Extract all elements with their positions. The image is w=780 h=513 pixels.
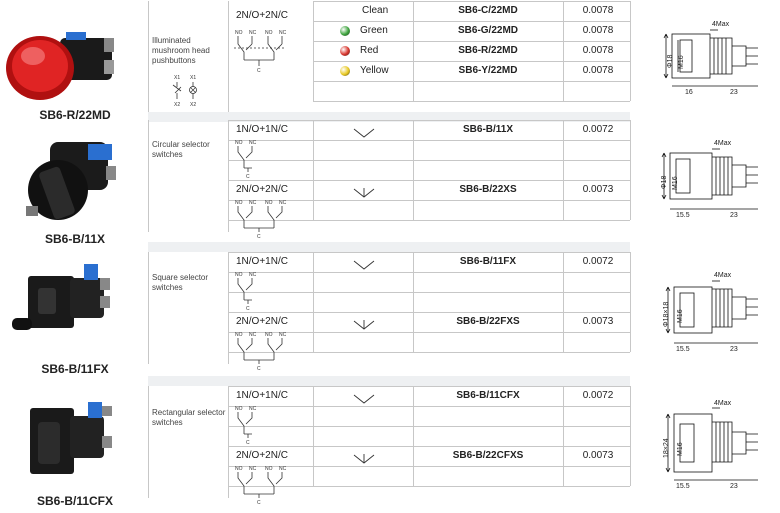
- col-divider: [563, 252, 564, 352]
- dimension-drawing-square: [640, 265, 775, 360]
- col-divider: [563, 386, 564, 486]
- row-divider: [228, 426, 630, 427]
- row-divider: [228, 272, 630, 273]
- row-divider: [228, 406, 630, 407]
- col-divider: [313, 120, 314, 220]
- dim-v2: M16: [678, 55, 685, 69]
- color-dot: [340, 66, 350, 76]
- dimension-drawing-mushroom: [640, 10, 775, 105]
- contact-symbol-1no1nc: [232, 138, 272, 187]
- dim-v1: Φ18×18: [663, 301, 670, 327]
- lamp-label: X1: [174, 75, 181, 81]
- dim-v2: M16: [677, 309, 684, 323]
- model-code: SB6-B/11CFX: [456, 390, 520, 401]
- model-code: SB6-B/11X: [462, 124, 514, 135]
- contact-config: 2N/O+2N/C: [236, 10, 288, 21]
- dim-v1: 18×24: [663, 438, 670, 458]
- weight-value: 0.0073: [582, 184, 614, 195]
- dim-h1: 15.5: [676, 346, 690, 353]
- selector-position-3-icon: [352, 452, 376, 470]
- col-divider: [228, 386, 229, 498]
- row-divider: [228, 252, 630, 253]
- row-divider: [313, 81, 630, 82]
- svg-text:NO: NO: [265, 30, 273, 36]
- col-divider: [630, 252, 631, 352]
- dim-top: 4Max: [712, 21, 730, 28]
- dim-h1: 15.5: [676, 483, 690, 490]
- model-code: SB6-B/22FXS: [456, 316, 520, 327]
- svg-text:NO: NO: [235, 272, 243, 278]
- dim-h1: 16: [685, 89, 693, 96]
- product-image-circular: [0, 130, 150, 230]
- row-divider: [228, 386, 630, 387]
- svg-text:NO: NO: [235, 406, 243, 412]
- dim-h2: 23: [730, 483, 738, 490]
- weight-value: 0.0078: [582, 45, 614, 56]
- svg-text:NC: NC: [279, 332, 287, 338]
- col-divider: [313, 386, 314, 486]
- weight-value: 0.0078: [582, 65, 614, 76]
- svg-text:C: C: [257, 234, 261, 240]
- svg-text:C: C: [257, 68, 261, 74]
- dim-v2: M16: [677, 442, 684, 456]
- row-divider: [313, 41, 630, 42]
- model-code: SB6-B/22CFXS: [452, 450, 524, 461]
- svg-text:NC: NC: [279, 200, 287, 206]
- contact-symbol-2no2nc: [232, 464, 302, 513]
- row-divider: [228, 312, 630, 313]
- model-caption: SB6-R/22MD: [39, 108, 111, 122]
- dim-v1: Φ18: [667, 54, 674, 68]
- color-label: Red: [360, 45, 379, 56]
- row-divider: [228, 160, 630, 161]
- col-divider: [630, 120, 631, 220]
- lamp-symbol: [172, 73, 212, 118]
- col-divider: [413, 120, 414, 220]
- product-image-mushroom: [0, 8, 150, 108]
- svg-text:NC: NC: [249, 332, 257, 338]
- svg-text:NO: NO: [235, 30, 243, 36]
- svg-text:C: C: [246, 306, 250, 312]
- dim-top: 4Max: [714, 272, 732, 279]
- weight-value: 0.0072: [582, 124, 614, 135]
- product-description: Illuminated mushroom head pushbuttons: [152, 36, 210, 65]
- model-code: SB6-Y/22MD: [458, 65, 518, 76]
- color-label: Clean: [362, 5, 389, 16]
- dim-h1: 15.5: [676, 212, 690, 219]
- product-description: Square selector switches: [152, 273, 209, 292]
- row-divider: [313, 101, 630, 102]
- row-divider: [228, 446, 630, 447]
- col-divider: [313, 1, 314, 101]
- svg-text:C: C: [246, 174, 250, 180]
- row-divider: [228, 180, 630, 181]
- col-divider: [228, 120, 229, 232]
- product-image-rectangular: [0, 392, 150, 492]
- model-code: SB6-G/22MD: [457, 25, 518, 36]
- dimension-drawing-rectangular: [640, 398, 775, 498]
- selector-position-2-icon: [352, 126, 376, 144]
- col-divider: [563, 120, 564, 220]
- color-dot: [340, 26, 350, 36]
- weight-value: 0.0072: [582, 256, 614, 267]
- svg-text:C: C: [257, 500, 261, 506]
- color-label: Yellow: [360, 65, 389, 76]
- color-dot: [340, 46, 350, 56]
- selector-position-3-icon: [352, 186, 376, 204]
- svg-text:NO: NO: [235, 466, 243, 472]
- product-image-square: [0, 258, 150, 358]
- contact-config: 1N/O+1N/C: [236, 390, 288, 401]
- svg-text:NC: NC: [249, 140, 257, 146]
- contact-config: 2N/O+2N/C: [236, 184, 288, 195]
- svg-text:NO: NO: [235, 332, 243, 338]
- contact-symbol-2no2nc: [232, 330, 302, 379]
- dim-v2: M16: [672, 176, 679, 190]
- svg-text:NO: NO: [235, 140, 243, 146]
- model-caption: SB6-B/11FX: [41, 362, 109, 376]
- model-caption: SB6-B/11X: [44, 232, 106, 246]
- col-divider: [313, 252, 314, 352]
- selector-position-2-icon: [352, 258, 376, 276]
- weight-value: 0.0078: [582, 5, 614, 16]
- model-code: SB6-C/22MD: [458, 5, 518, 16]
- svg-text:NC: NC: [249, 406, 257, 412]
- svg-text:NC: NC: [249, 200, 257, 206]
- contact-config: 1N/O+1N/C: [236, 124, 288, 135]
- row-divider: [228, 292, 630, 293]
- svg-text:NO: NO: [265, 466, 273, 472]
- lamp-label: X1: [190, 75, 197, 81]
- color-label: Green: [360, 25, 388, 36]
- svg-text:NC: NC: [249, 272, 257, 278]
- lamp-label: X2: [190, 102, 197, 108]
- dim-h2: 23: [730, 89, 738, 96]
- selector-position-2-icon: [352, 392, 376, 410]
- contact-symbol-1no1nc: [232, 404, 272, 453]
- model-code: SB6-R/22MD: [458, 45, 518, 56]
- dim-h2: 23: [730, 212, 738, 219]
- row-divider: [313, 61, 630, 62]
- row-divider: [228, 120, 630, 121]
- row-divider: [228, 140, 630, 141]
- svg-text:NC: NC: [279, 466, 287, 472]
- row-divider: [313, 1, 630, 2]
- svg-text:NO: NO: [265, 332, 273, 338]
- col-divider: [413, 252, 414, 352]
- contact-config: 1N/O+1N/C: [236, 256, 288, 267]
- svg-text:NO: NO: [235, 200, 243, 206]
- group-separator: [148, 242, 630, 252]
- contact-symbol-1no1nc: [232, 270, 272, 319]
- weight-value: 0.0073: [582, 316, 614, 327]
- col-divider: [630, 1, 631, 101]
- contact-symbol-2no2nc: [232, 28, 302, 83]
- col-divider: [413, 386, 414, 486]
- model-caption: SB6-B/11CFX: [36, 494, 114, 508]
- svg-text:C: C: [246, 440, 250, 446]
- dim-v1: Φ18: [661, 175, 668, 189]
- col-divider: [630, 386, 631, 486]
- contact-symbol-2no2nc: [232, 198, 302, 247]
- dim-h2: 23: [730, 346, 738, 353]
- svg-text:NC: NC: [249, 30, 257, 36]
- product-description: Circular selector switches: [152, 140, 210, 159]
- col-divider: [228, 252, 229, 364]
- contact-config: 2N/O+2N/C: [236, 316, 288, 327]
- col-divider: [563, 1, 564, 101]
- weight-value: 0.0073: [582, 450, 614, 461]
- col-divider: [228, 1, 229, 112]
- group-separator: [148, 376, 630, 386]
- lamp-label: X2: [174, 102, 181, 108]
- model-code: SB6-B/11FX: [459, 256, 517, 267]
- dim-top: 4Max: [714, 140, 732, 147]
- dim-top: 4Max: [714, 400, 732, 407]
- weight-value: 0.0078: [582, 25, 614, 36]
- row-divider: [313, 21, 630, 22]
- contact-config: 2N/O+2N/C: [236, 450, 288, 461]
- svg-text:NC: NC: [279, 30, 287, 36]
- model-code: SB6-B/22XS: [459, 184, 517, 195]
- svg-text:NC: NC: [249, 466, 257, 472]
- weight-value: 0.0072: [582, 390, 614, 401]
- dimension-drawing-circular: [640, 133, 775, 228]
- svg-text:NO: NO: [265, 200, 273, 206]
- product-description: Rectangular selector switches: [152, 408, 226, 427]
- svg-text:C: C: [257, 366, 261, 372]
- selector-position-3-icon: [352, 318, 376, 336]
